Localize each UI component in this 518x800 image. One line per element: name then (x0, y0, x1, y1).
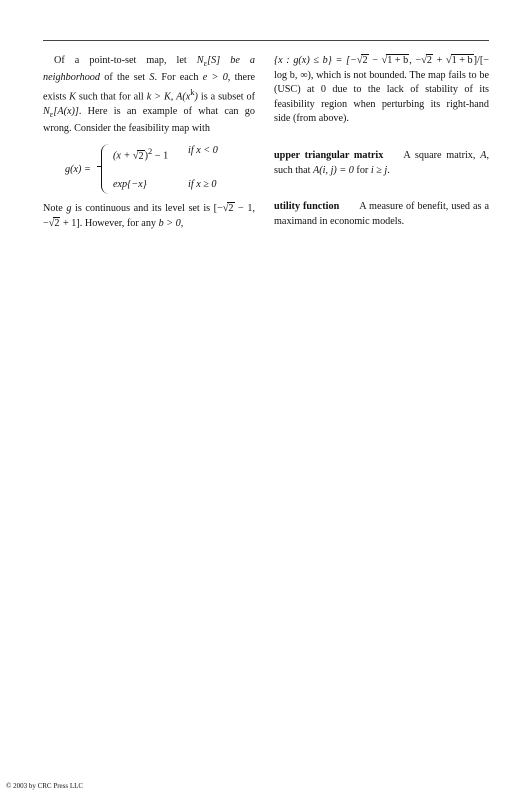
sqrt-radicand: 2 (54, 218, 60, 230)
math: (x + (113, 150, 133, 162)
glossary-definition: A measure of benefit, used as a maximand in economic models. (274, 201, 489, 227)
sqrt-radicand: 1 + b (451, 55, 473, 66)
text: , (180, 218, 184, 230)
sqrt-sign: √ (132, 150, 139, 162)
glossary-entry-upper-triangular-matrix (274, 149, 489, 178)
math-g: g (66, 203, 72, 215)
math-Aij-zero: A(i, j) = 0 (313, 164, 354, 176)
math-A: A (480, 149, 487, 161)
sqrt-sign: √ (381, 55, 388, 66)
text: Of a point-to-set map, let (54, 55, 197, 66)
formula-case-1 (113, 144, 168, 164)
left-column (43, 54, 255, 232)
math: + (432, 55, 446, 66)
math-N: N (43, 106, 50, 118)
sqrt-sign: √ (421, 55, 427, 66)
text: . Here is an example of what can go wrong. Consider the feasibility map with (43, 106, 255, 134)
math-paren: ) (194, 91, 198, 103)
math: − (368, 55, 382, 66)
sqrt-radicand: 2 (228, 203, 234, 215)
text: , such that (274, 149, 489, 176)
text: ]/[− log b, ∞), which is not bounded. The map fails to be (USC) at 0 due to the lack of stability of its feasibility region when perturbing its right-hand side (from above). (274, 55, 489, 125)
sqrt-radicand: 2 (362, 55, 368, 66)
text: such that for all (75, 91, 147, 103)
glossary-term: upper triangular matrix (274, 149, 384, 161)
math-i-geq-j: i ≥ j (370, 164, 388, 176)
text: − 1, − (43, 203, 255, 230)
term-neighborhood: neighborhood (43, 71, 100, 83)
glossary-term: utility function (274, 201, 340, 213)
math-b-positive: b > 0 (158, 218, 181, 230)
math: , − (409, 55, 422, 66)
text: is continuous and its level set is [− (71, 203, 223, 215)
glossary-definition: A square matrix, (403, 149, 481, 161)
math-S: S (149, 71, 155, 83)
text: of the set (99, 71, 150, 83)
math-subscript: ε (49, 109, 54, 120)
sqrt-sign: √ (356, 55, 363, 66)
formula-condition-1: if x < 0 (188, 145, 218, 157)
header-rule (43, 40, 489, 41)
math: ) (144, 150, 148, 162)
text: , there exists (43, 71, 255, 103)
math-superscript: 2 (147, 146, 153, 157)
unbounded-paragraph (274, 54, 489, 127)
level-set-paragraph (43, 202, 255, 231)
text: for (353, 164, 371, 176)
sqrt-sign: √ (222, 203, 229, 215)
math-K: K (69, 91, 76, 103)
glossary-entry-utility-function (274, 200, 489, 229)
spacer (274, 178, 489, 200)
spacer (274, 127, 489, 149)
text: is a subset of (197, 91, 255, 103)
formula-lhs: g(x) = (65, 164, 91, 176)
text: + 1]. However, for any (60, 218, 159, 230)
brace (101, 144, 112, 194)
math-S-set: [S] be a (207, 55, 255, 66)
text: . (387, 164, 390, 176)
sqrt-sign: √ (445, 55, 452, 66)
copyright-footer: © 2003 by CRC Press LLC (6, 782, 84, 790)
right-column (274, 54, 489, 229)
math-superscript: k (190, 87, 195, 98)
text: Note (43, 203, 67, 215)
sqrt-sign: √ (48, 218, 55, 230)
text: . For each (154, 71, 203, 83)
math: − 1 (152, 150, 169, 162)
math-e-positive: e > 0 (202, 71, 228, 83)
sqrt-radicand: 2 (138, 150, 144, 162)
sqrt-radicand: 1 + b (387, 55, 409, 66)
math-set: {x : g(x) ≤ b} = [− (274, 55, 357, 66)
piecewise-formula (43, 142, 255, 198)
math-N: N (196, 55, 204, 66)
math-k-greater-K: k > K, A(x (146, 91, 191, 103)
math-subscript: ε (203, 58, 208, 69)
sqrt-radicand: 2 (426, 55, 432, 66)
math-A-of-x: [A(x)] (53, 106, 79, 118)
formula-case-2: exp{−x} (113, 179, 147, 191)
neighborhood-paragraph (43, 54, 255, 136)
formula-condition-2: if x ≥ 0 (188, 179, 217, 191)
